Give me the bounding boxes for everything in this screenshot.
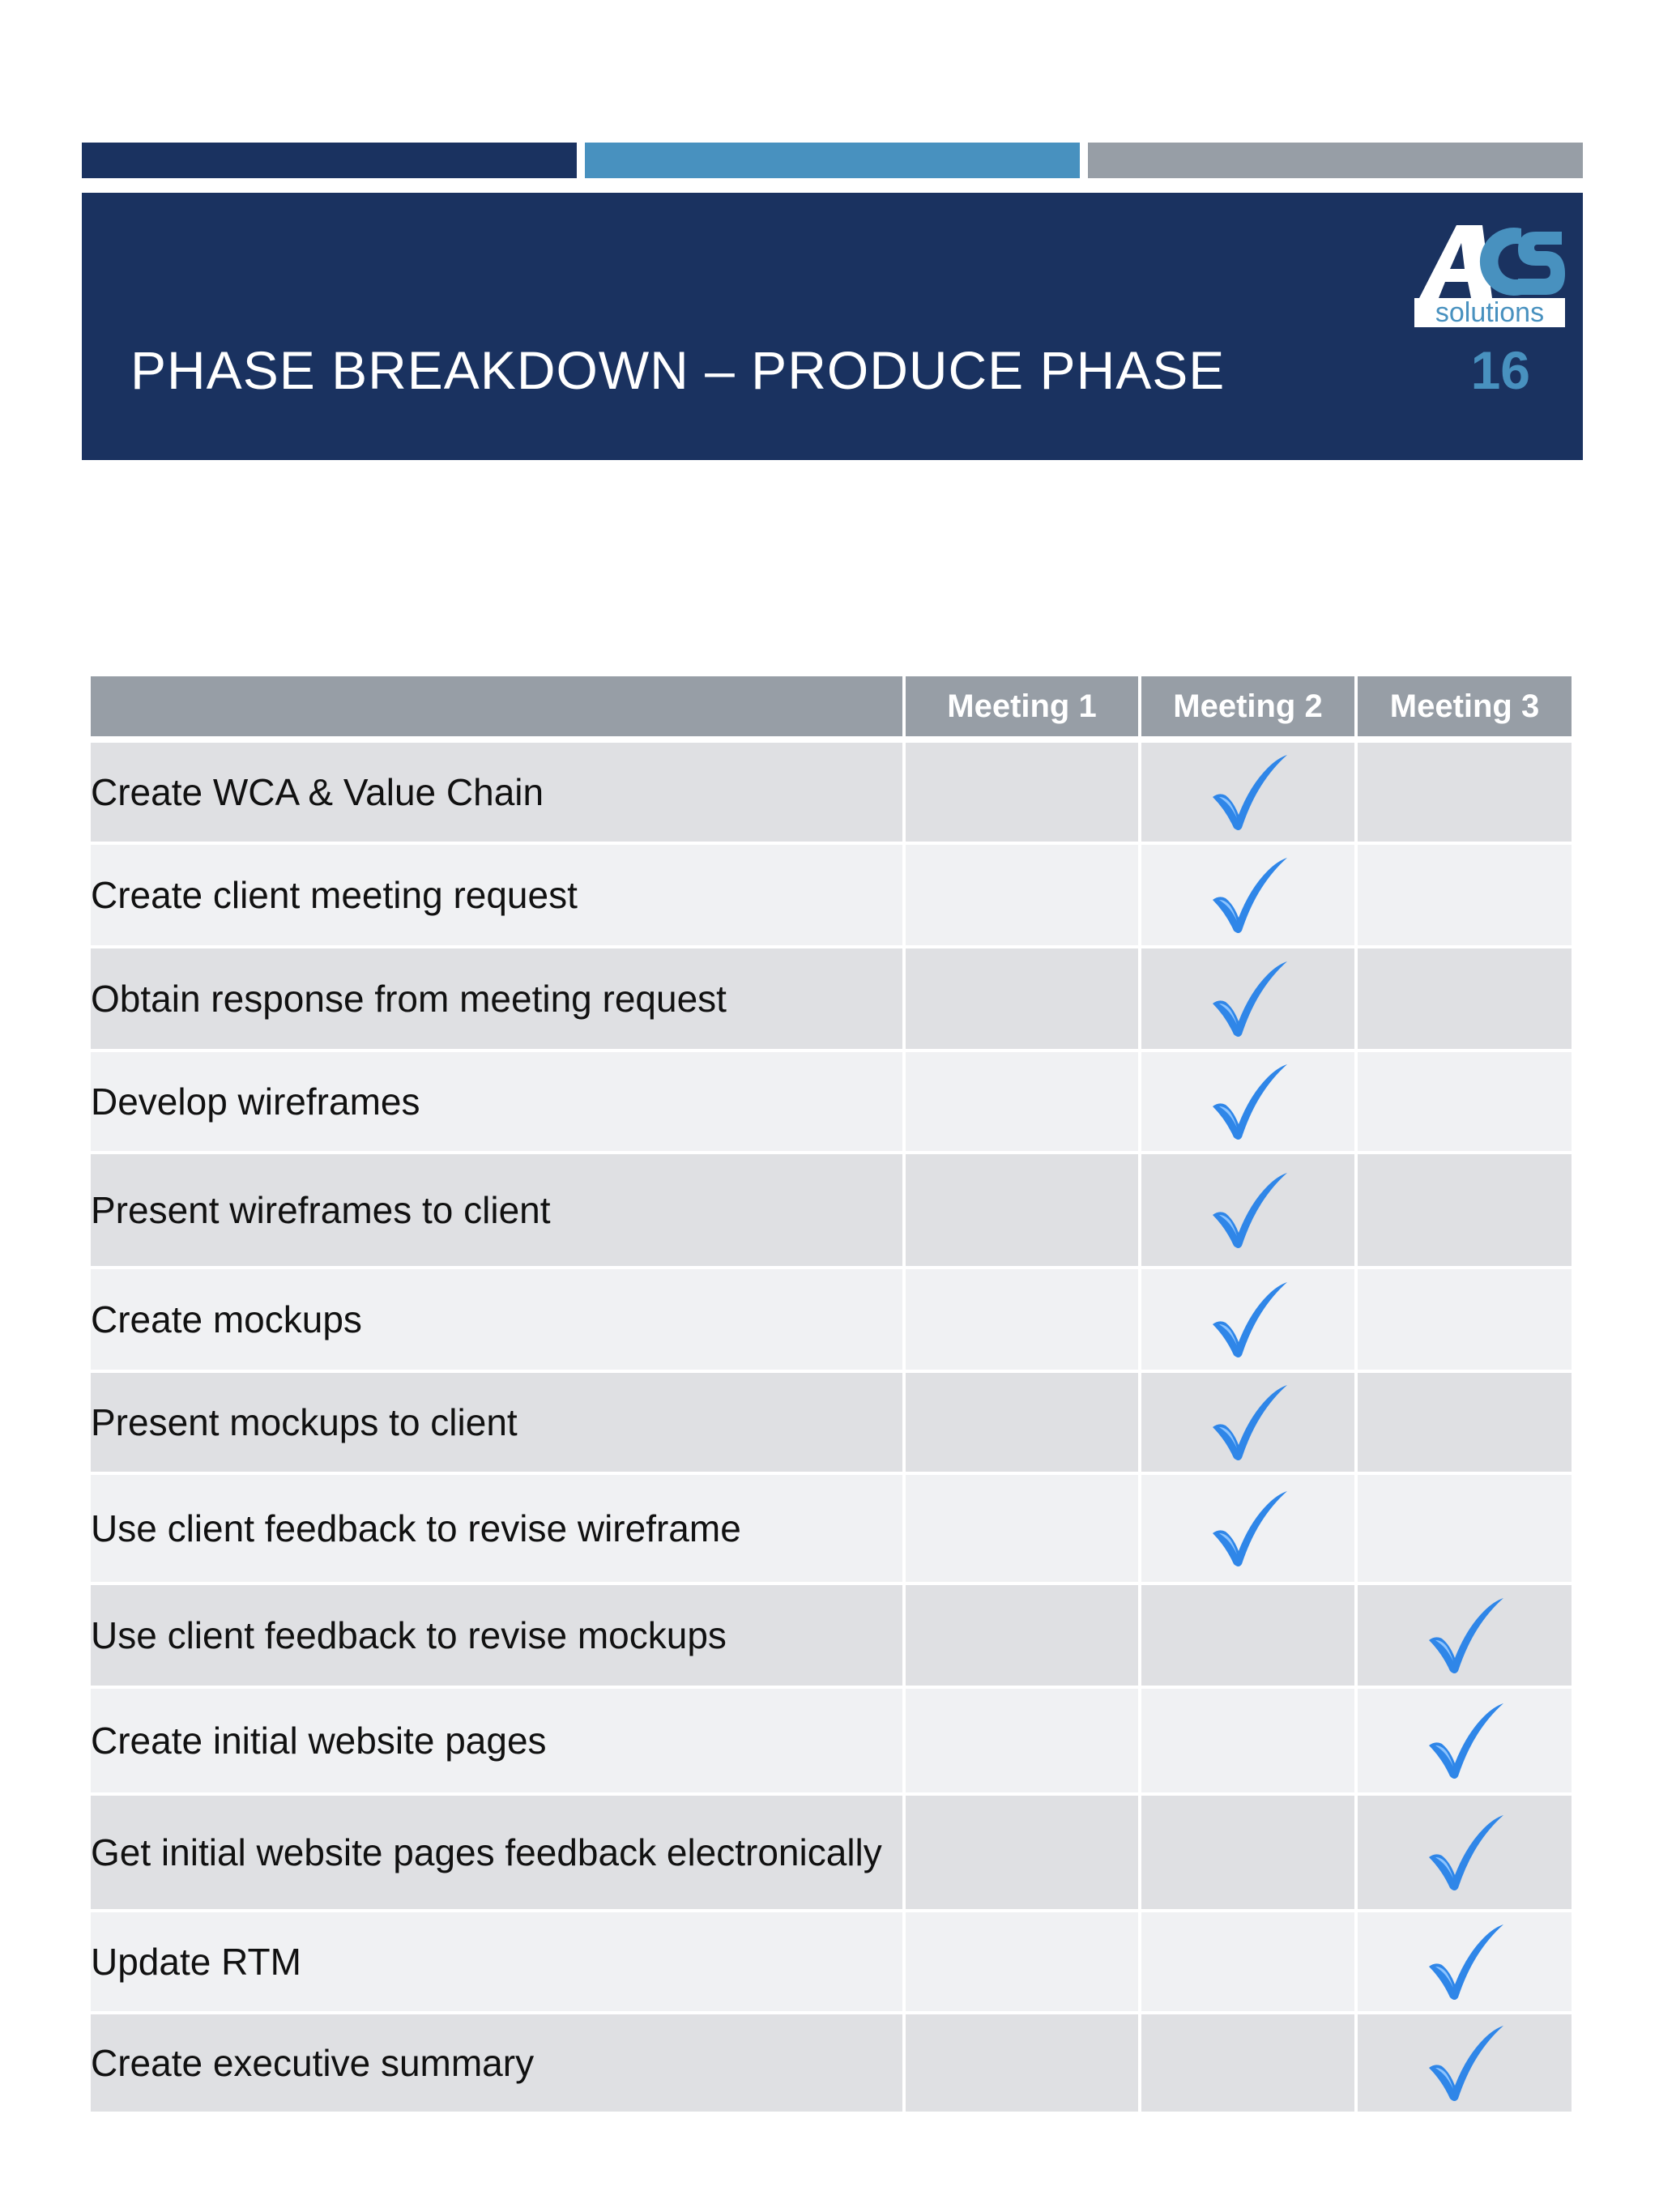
meeting-1-cell bbox=[904, 739, 1140, 843]
task-label: Get initial website pages feedback electronically bbox=[91, 1794, 904, 1911]
meeting-2-cell bbox=[1140, 843, 1356, 947]
top-bar-navy bbox=[82, 143, 577, 178]
meeting-3-cell bbox=[1356, 1153, 1572, 1268]
meeting-1-cell bbox=[904, 947, 1140, 1051]
checkmark-icon bbox=[1208, 855, 1289, 936]
meeting-3-cell bbox=[1356, 739, 1572, 843]
meeting-2-cell bbox=[1140, 1794, 1356, 1911]
acs-logo bbox=[1414, 220, 1565, 327]
table-row bbox=[91, 1268, 1572, 1371]
checkmark-icon bbox=[1208, 752, 1289, 833]
task-label: Present mockups to client bbox=[91, 1371, 904, 1473]
table-row bbox=[91, 843, 1572, 947]
meeting-1-cell bbox=[904, 843, 1140, 947]
svg-text:solutions: solutions bbox=[1435, 297, 1545, 327]
meeting-3-cell bbox=[1356, 1583, 1572, 1687]
task-label: Update RTM bbox=[91, 1911, 904, 2013]
meeting-2-cell bbox=[1140, 1687, 1356, 1794]
checkmark-icon bbox=[1424, 1921, 1505, 2002]
column-header-meeting-2: Meeting 2 bbox=[1140, 676, 1356, 739]
table-header-row bbox=[91, 676, 1572, 739]
meeting-2-cell bbox=[1140, 1371, 1356, 1473]
meeting-2-cell bbox=[1140, 1911, 1356, 2013]
table-row bbox=[91, 1794, 1572, 1911]
meeting-1-cell bbox=[904, 1051, 1140, 1153]
table-row bbox=[91, 947, 1572, 1051]
meeting-1-cell bbox=[904, 1687, 1140, 1794]
checkmark-icon bbox=[1208, 1279, 1289, 1360]
task-label: Use client feedback to revise mockups bbox=[91, 1583, 904, 1687]
meeting-1-cell bbox=[904, 1268, 1140, 1371]
task-label: Develop wireframes bbox=[91, 1051, 904, 1153]
table-row bbox=[91, 1473, 1572, 1583]
meeting-1-cell bbox=[904, 1911, 1140, 2013]
meeting-2-cell bbox=[1140, 1268, 1356, 1371]
meeting-3-cell bbox=[1356, 1794, 1572, 1911]
meeting-3-cell bbox=[1356, 1371, 1572, 1473]
task-label: Create initial website pages bbox=[91, 1687, 904, 1794]
task-label: Obtain response from meeting request bbox=[91, 947, 904, 1051]
meeting-1-cell bbox=[904, 1153, 1140, 1268]
task-label: Create client meeting request bbox=[91, 843, 904, 947]
table-row bbox=[91, 1051, 1572, 1153]
meeting-2-cell bbox=[1140, 1583, 1356, 1687]
task-label: Create mockups bbox=[91, 1268, 904, 1371]
table-row bbox=[91, 1371, 1572, 1473]
top-bar-blue bbox=[585, 143, 1080, 178]
meeting-2-cell bbox=[1140, 1473, 1356, 1583]
phase-breakdown-table bbox=[91, 676, 1572, 2115]
task-label: Create WCA & Value Chain bbox=[91, 739, 904, 843]
meeting-3-cell bbox=[1356, 2013, 1572, 2113]
top-bar-gray bbox=[1088, 143, 1583, 178]
meeting-3-cell bbox=[1356, 1687, 1572, 1794]
table-row bbox=[91, 1583, 1572, 1687]
column-header-meeting-1: Meeting 1 bbox=[904, 676, 1140, 739]
checkmark-icon bbox=[1208, 1170, 1289, 1251]
checkmark-icon bbox=[1208, 1061, 1289, 1142]
page-number: 16 bbox=[1470, 340, 1530, 400]
checkmark-icon bbox=[1208, 1382, 1289, 1463]
task-label: Create executive summary bbox=[91, 2013, 904, 2113]
meeting-3-cell bbox=[1356, 1911, 1572, 2013]
task-label: Use client feedback to revise wireframe bbox=[91, 1473, 904, 1583]
column-header-meeting-3: Meeting 3 bbox=[1356, 676, 1572, 739]
meeting-1-cell bbox=[904, 2013, 1140, 2113]
page-title: PHASE BREAKDOWN – PRODUCE PHASE bbox=[130, 340, 1226, 400]
table-row bbox=[91, 2013, 1572, 2113]
meeting-3-cell bbox=[1356, 1473, 1572, 1583]
checkmark-icon bbox=[1424, 1700, 1505, 1781]
meeting-2-cell bbox=[1140, 1051, 1356, 1153]
meeting-1-cell bbox=[904, 1583, 1140, 1687]
meeting-3-cell bbox=[1356, 1268, 1572, 1371]
slide-header bbox=[82, 193, 1583, 460]
checkmark-icon bbox=[1208, 1488, 1289, 1569]
table-row bbox=[91, 739, 1572, 843]
checkmark-icon bbox=[1208, 958, 1289, 1039]
meeting-1-cell bbox=[904, 1794, 1140, 1911]
meeting-3-cell bbox=[1356, 947, 1572, 1051]
checkmark-icon bbox=[1424, 1595, 1505, 1676]
checkmark-icon bbox=[1424, 2022, 1505, 2103]
meeting-2-cell bbox=[1140, 947, 1356, 1051]
checkmark-icon bbox=[1424, 1812, 1505, 1893]
meeting-2-cell bbox=[1140, 739, 1356, 843]
task-label: Present wireframes to client bbox=[91, 1153, 904, 1268]
table-body bbox=[91, 739, 1572, 2113]
meeting-1-cell bbox=[904, 1371, 1140, 1473]
column-header-task bbox=[91, 676, 904, 739]
meeting-2-cell bbox=[1140, 1153, 1356, 1268]
table-row bbox=[91, 1153, 1572, 1268]
table-row bbox=[91, 1911, 1572, 2013]
meeting-3-cell bbox=[1356, 843, 1572, 947]
table-row bbox=[91, 1687, 1572, 1794]
meeting-1-cell bbox=[904, 1473, 1140, 1583]
meeting-3-cell bbox=[1356, 1051, 1572, 1153]
meeting-2-cell bbox=[1140, 2013, 1356, 2113]
